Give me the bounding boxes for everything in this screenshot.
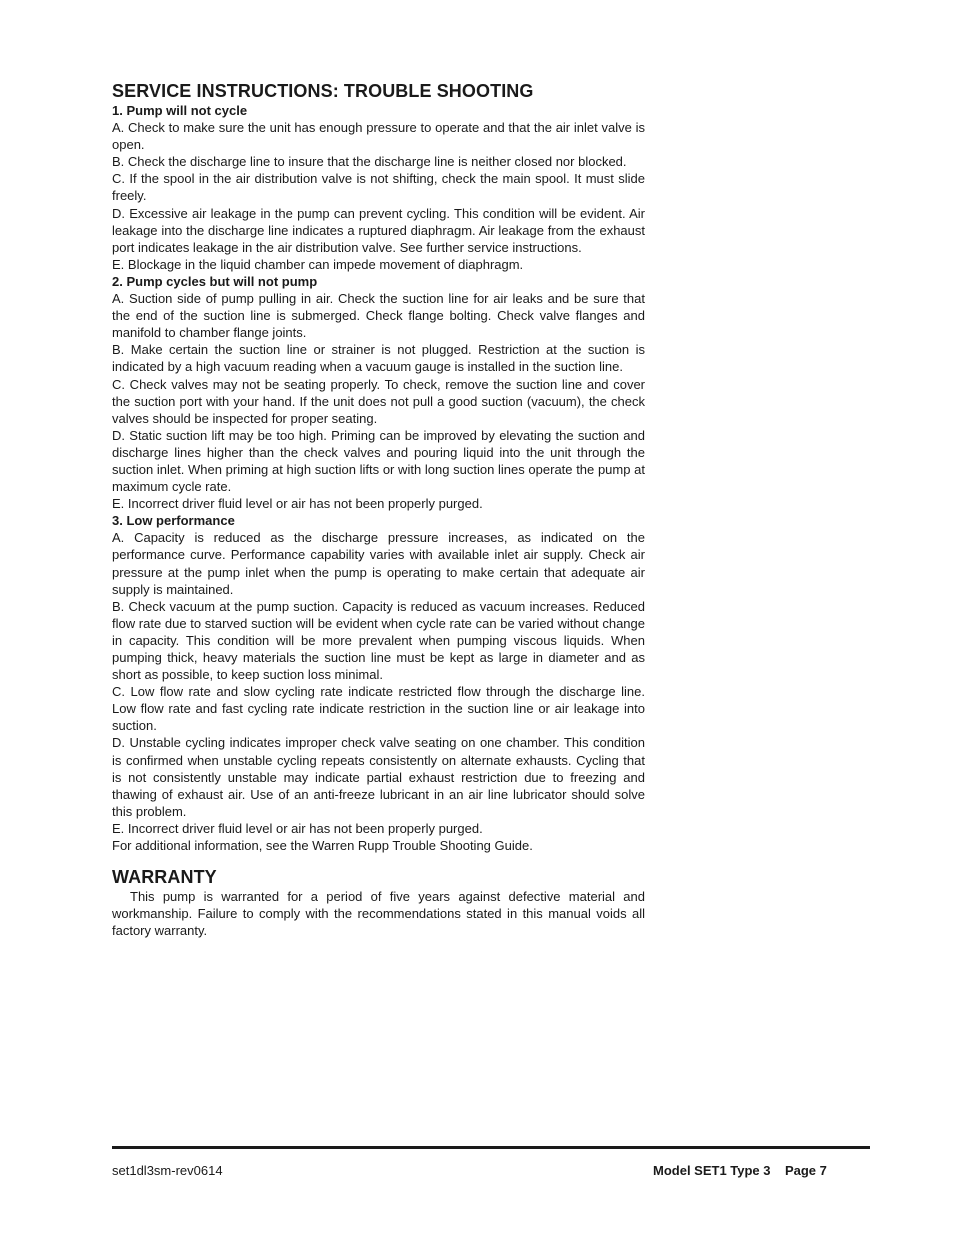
paragraph: E. Blockage in the liquid chamber can impede movement of diaphragm. [112,256,524,272]
group-pump-cycles-no-pump [112,273,645,512]
section-title-warranty: WARRANTY [112,867,217,888]
footer-doc-id: set1dl3sm-rev0614 [112,1163,223,1178]
group-heading: 2. Pump cycles but will not pump [112,273,318,289]
paragraph: E. Incorrect driver fluid level or air has not been properly purged. [112,496,483,512]
document-body [112,80,645,939]
group-heading: 1. Pump will not cycle [112,103,248,118]
paragraph: B. Check the discharge line to insure that the discharge line is neither closed nor blocked. [112,154,627,170]
paragraph: E. Incorrect driver fluid level or air has not been properly purged. [112,820,483,836]
paragraph: C. Low flow rate and slow cycling rate indicate restricted flow through the discharge line. Low flow rate and fast cycling rate indicate restriction in the suction line or air leakage into suction. [112,684,645,734]
group-pump-will-not-cycle [112,102,645,273]
paragraph: For additional information, see the Warren Rupp Trouble Shooting Guide. [112,838,533,854]
group-low-performance [112,512,645,854]
paragraph: A. Check to make sure the unit has enough pressure to operate and that the air inlet valve is open. [112,120,645,153]
paragraph: B. Check vacuum at the pump suction. Capacity is reduced as vacuum increases. Reduced flow rate due to starved suction will be evident when cycle rate can be varied without change in capacity. This condition will be more prevalent when pumping viscous liquids. When pumping thick, heavy materials the suction line must be kept as large in diameter and as short as possible, to keep suction loss minimal. [112,598,645,683]
footer-page-number: Page 7 [784,1163,827,1178]
footer-model-page [653,1163,827,1179]
group-heading: 3. Low performance [112,513,235,529]
paragraph: D. Unstable cycling indicates improper check valve seating on one chamber. This condition is confirmed when unstable cycling repeats consistently on alternate exhausts. Cycling that is not consistently unstable may indicate partial exhaust restriction due to freezing and thawing of exhaust air. Use of an anti-freeze lubricant in an air line lubricator should solve this problem. [112,735,645,819]
footer-rule [112,1146,870,1149]
paragraph: C. Check valves may not be seating properly. To check, remove the suction line and cover the suction port with your hand. If the unit does not pull a good suction (vacuum), the check valves should be inspected for proper seating. [112,376,645,426]
paragraph: C. If the spool in the air distribution valve is not shifting, check the main spool. It must slide freely. [112,171,645,204]
paragraph: A. Suction side of pump pulling in air. Check the suction line for air leaks and be sure that the end of the suction line is submerged. Check flange bolting. Check valve flanges and manifold to chamber flange joints. [112,291,645,341]
warranty-text: This pump is warranted for a period of five years against defective material and workmanship. Failure to comply with the recommendations stated in this manual voids all factory warranty. [112,889,645,939]
section-title-troubleshooting: SERVICE INSTRUCTIONS: TROUBLE SHOOTING [112,81,534,101]
paragraph: D. Static suction lift may be too high. Priming can be improved by elevating the suction and discharge lines higher than the check valves and pouring liquid into the unit through the suction inlet. When priming at high suction lifts or with long suction lines operate the pump at maximum cycle rate. [112,427,645,495]
paragraph: D. Excessive air leakage in the pump can prevent cycling. This condition will be evident. Air leakage into the discharge line indicates a ruptured diaphragm. Air leakage from the exhaust port indicates leakage in the air distribution valve. See further service instructions. [112,205,645,255]
paragraph: B. Make certain the suction line or strainer is not plugged. Restriction at the suction is indicated by a high vacuum reading when a vacuum gauge is installed in the suction line. [112,342,645,375]
paragraph: A. Capacity is reduced as the discharge pressure increases, as indicated on the performance curve. Performance capability varies with available inlet air supply. Check air pressure at the pump inlet when the pump is operating to make certain that adequate air supply is maintained. [112,530,645,597]
footer-model: Model SET1 Type 3 [653,1163,771,1178]
